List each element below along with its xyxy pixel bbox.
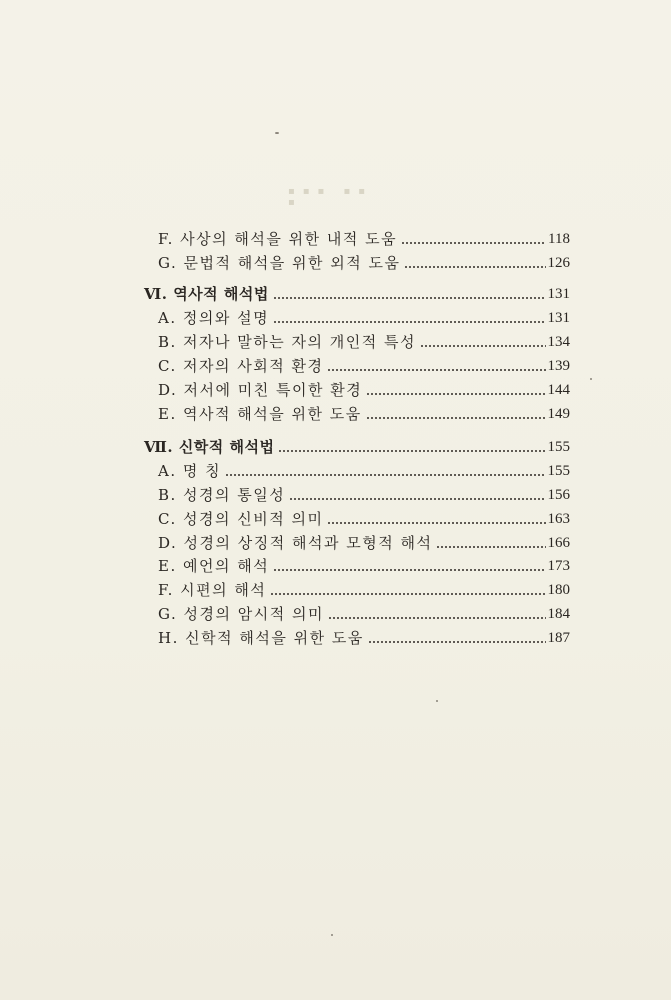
show-through-text: ▪▪▪ ▪▪ ▪ bbox=[288, 186, 374, 208]
dot-leader bbox=[420, 345, 545, 347]
toc-entry bbox=[158, 305, 570, 327]
toc-page-number: 126 bbox=[547, 255, 570, 271]
toc-chapter-heading bbox=[144, 281, 570, 303]
toc-entry-title: E. 예언의 해석 bbox=[158, 557, 270, 575]
toc-entry-title: B. 저자나 말하는 자의 개인적 특성 bbox=[158, 333, 417, 351]
ink-speck bbox=[331, 934, 333, 936]
toc-chapter-heading bbox=[144, 434, 570, 456]
toc-entry bbox=[158, 329, 570, 351]
ink-speck bbox=[275, 132, 279, 134]
toc-page-number: 134 bbox=[547, 334, 570, 350]
toc-entry bbox=[158, 601, 570, 623]
toc-page-number: 149 bbox=[547, 406, 570, 422]
dot-leader bbox=[366, 393, 545, 395]
toc-entry bbox=[158, 625, 570, 647]
toc-entry-title: G. 문법적 해석을 위한 외적 도움 bbox=[158, 254, 401, 272]
toc-page-number: 131 bbox=[547, 310, 570, 326]
toc-page-number: 166 bbox=[547, 535, 570, 551]
dot-leader bbox=[401, 242, 546, 244]
dot-leader bbox=[225, 474, 545, 476]
toc-chapter-title: Ⅶ. 신학적 해석법 bbox=[144, 438, 275, 456]
dot-leader bbox=[368, 641, 546, 643]
toc-entry bbox=[158, 458, 570, 480]
toc-page-number: 155 bbox=[547, 439, 570, 455]
toc-entry bbox=[158, 401, 570, 423]
toc-entry-title: G. 성경의 암시적 의미 bbox=[158, 605, 324, 623]
dot-leader bbox=[436, 546, 545, 548]
toc-entry bbox=[158, 482, 570, 504]
dot-leader bbox=[273, 297, 546, 299]
toc-entry-title: C. 저자의 사회적 환경 bbox=[158, 357, 324, 375]
toc-entry-title: H. 신학적 해석을 위한 도움 bbox=[158, 629, 364, 647]
toc-entry bbox=[158, 530, 570, 552]
toc-entry-title: A. 명 칭 bbox=[158, 462, 222, 480]
toc-entry bbox=[158, 353, 570, 375]
toc-entry-title: C. 성경의 신비적 의미 bbox=[158, 510, 324, 528]
toc-entry-title: E. 역사적 해석을 위한 도움 bbox=[158, 405, 362, 423]
toc-entry bbox=[158, 250, 570, 272]
toc-page-number: 187 bbox=[547, 630, 570, 646]
dot-leader bbox=[289, 498, 545, 500]
toc-entry bbox=[158, 553, 570, 575]
toc-entry bbox=[158, 506, 570, 528]
toc-page-number: 155 bbox=[547, 463, 570, 479]
toc-page-number: 173 bbox=[547, 558, 570, 574]
toc-page-number: 144 bbox=[547, 382, 570, 398]
toc-chapter-title: Ⅵ. 역사적 해석법 bbox=[144, 285, 269, 303]
dot-leader bbox=[327, 522, 545, 524]
dot-leader bbox=[273, 321, 545, 323]
toc-entry-title: D. 저서에 미친 특이한 환경 bbox=[158, 381, 363, 399]
toc-entry-title: A. 정의와 설명 bbox=[158, 309, 270, 327]
dot-leader bbox=[404, 266, 545, 268]
dot-leader bbox=[278, 450, 545, 452]
dot-leader bbox=[270, 593, 545, 595]
toc-entry-title: F. 시편의 해석 bbox=[158, 581, 267, 599]
dot-leader bbox=[273, 569, 545, 571]
toc-entry-title: B. 성경의 통일성 bbox=[158, 486, 286, 504]
toc-page-number: 131 bbox=[547, 286, 570, 302]
toc-page-number: 180 bbox=[547, 582, 570, 598]
toc-entry-title: D. 성경의 상징적 해석과 모형적 해석 bbox=[158, 534, 433, 552]
dot-leader bbox=[366, 417, 546, 419]
dot-leader bbox=[327, 369, 545, 371]
toc-page-number: 184 bbox=[547, 606, 570, 622]
dot-leader bbox=[328, 617, 546, 619]
toc-entry bbox=[158, 577, 570, 599]
ink-speck bbox=[590, 378, 592, 380]
toc-page-number: 139 bbox=[547, 358, 570, 374]
ink-speck bbox=[436, 700, 438, 702]
toc-entry bbox=[158, 226, 570, 248]
toc-entry bbox=[158, 377, 570, 399]
toc-entry-title: F. 사상의 해석을 위한 내적 도움 bbox=[158, 230, 398, 248]
toc-page-number: 163 bbox=[547, 511, 570, 527]
toc-page-number: 118 bbox=[548, 231, 570, 247]
toc-page-number: 156 bbox=[547, 487, 570, 503]
